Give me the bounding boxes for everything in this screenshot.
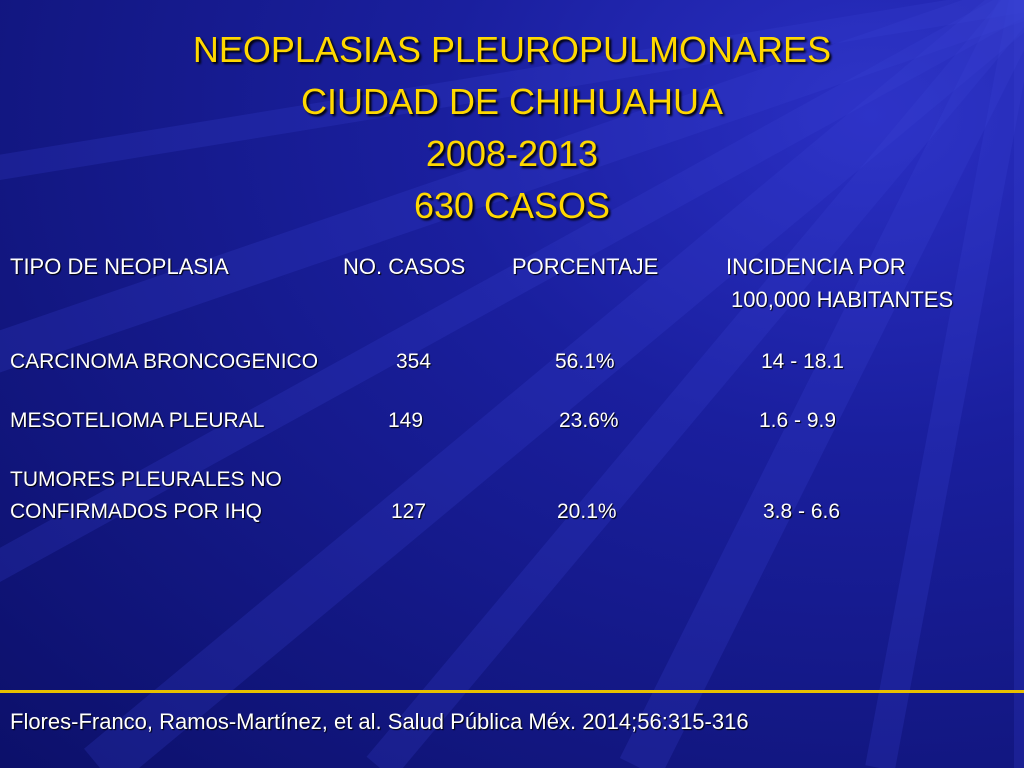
title-line-2: CIUDAD DE CHIHUAHUA xyxy=(300,81,724,122)
row-2-casos: 149 xyxy=(388,409,424,432)
row-3-tipo-line1: TUMORES PLEURALES NO xyxy=(10,468,282,491)
row-3-casos: 127 xyxy=(391,500,427,523)
header-tipo: TIPO DE NEOPLASIA xyxy=(10,254,229,279)
row-3-incidencia: 3.8 - 6.6 xyxy=(763,500,841,523)
row-1-tipo: CARCINOMA BRONCOGENICO xyxy=(10,350,319,373)
footer-divider xyxy=(0,690,1024,693)
row-2-incidencia: 1.6 - 9.9 xyxy=(759,409,837,432)
header-incidencia-line1: INCIDENCIA POR xyxy=(726,254,906,279)
row-3-porcentaje: 20.1% xyxy=(557,500,617,523)
header-incidencia-line2: 100,000 HABITANTES xyxy=(731,287,954,312)
row-2-porcentaje: 23.6% xyxy=(559,409,619,432)
row-1-porcentaje: 56.1% xyxy=(555,350,615,373)
row-3-tipo: CONFIRMADOS POR IHQ xyxy=(10,500,263,523)
header-casos: NO. CASOS xyxy=(343,254,466,279)
row-1-casos: 354 xyxy=(396,350,432,373)
row-2-tipo: MESOTELIOMA PLEURAL xyxy=(10,409,265,432)
title-line-4: 630 CASOS xyxy=(413,185,611,226)
title-line-3: 2008-2013 xyxy=(425,133,599,174)
citation: Flores-Franco, Ramos-Martínez, et al. Salud Pública Méx. 2014;56:315-316 xyxy=(10,709,749,734)
title-line-1: NEOPLASIAS PLEUROPULMONARES xyxy=(192,29,832,70)
header-porcentaje: PORCENTAJE xyxy=(512,254,659,279)
row-1-incidencia: 14 - 18.1 xyxy=(761,350,844,373)
